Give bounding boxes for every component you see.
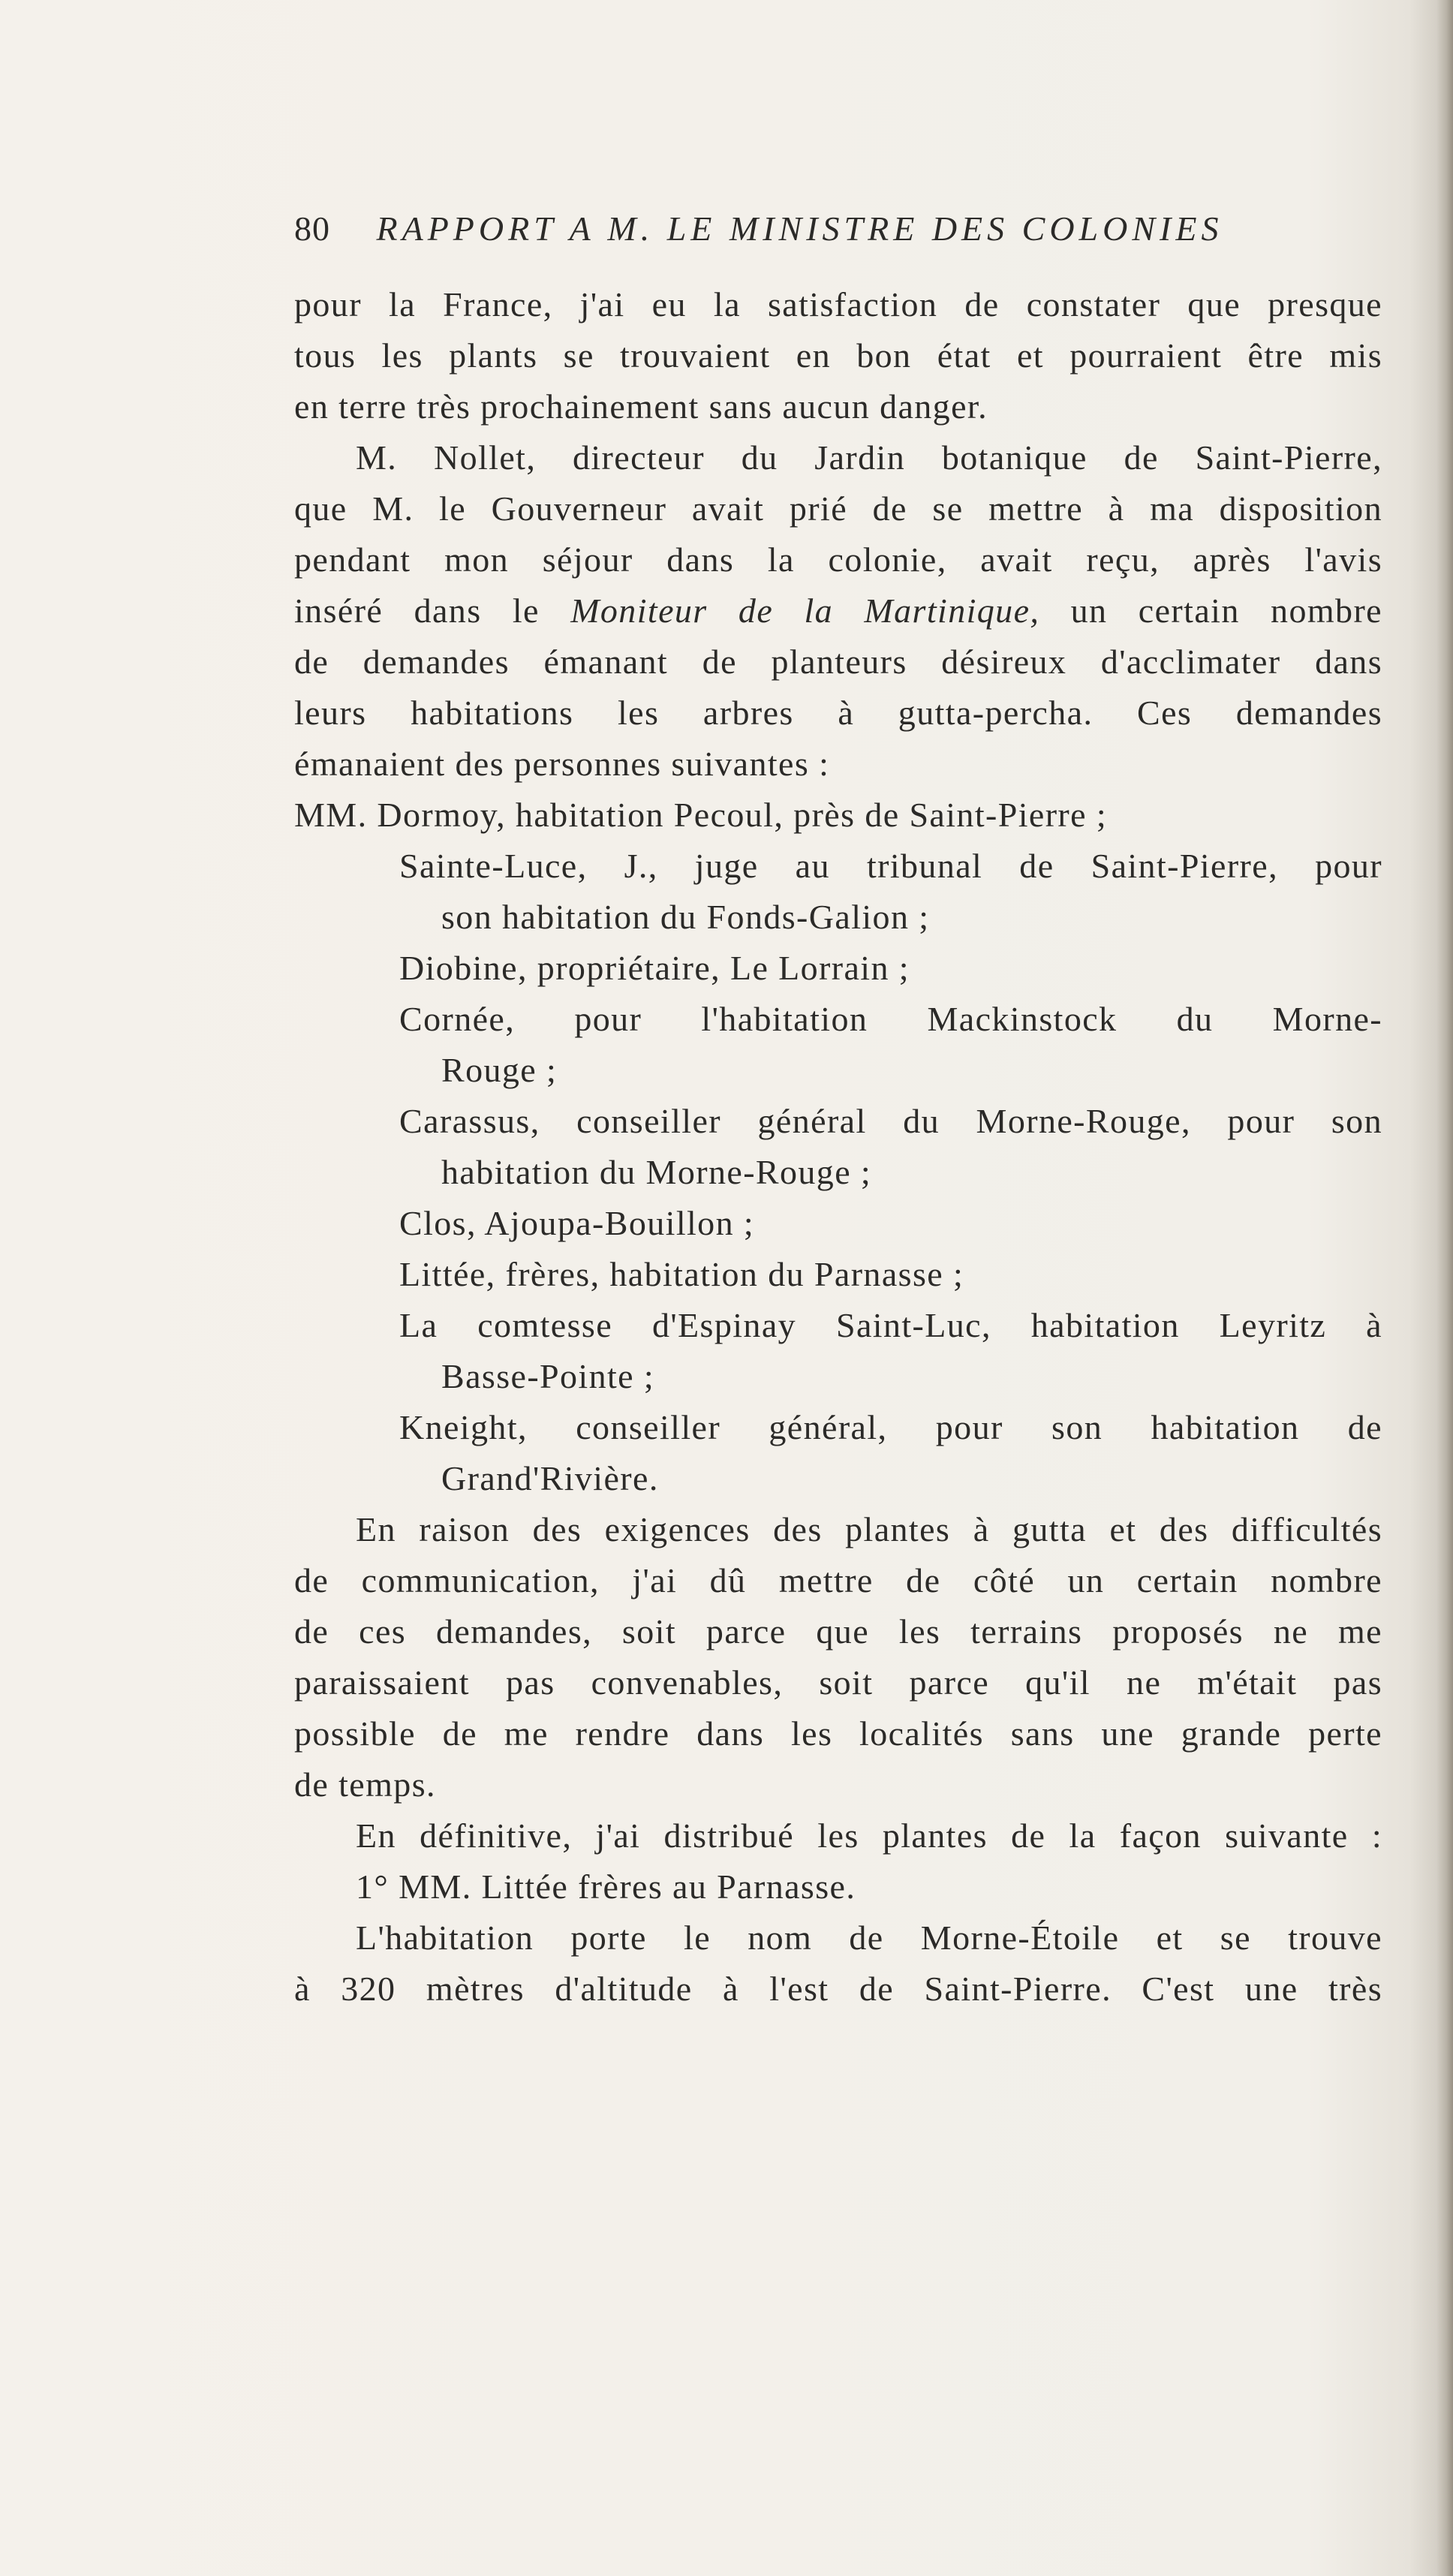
text-line: à 320 mètres d'altitude à l'est de Saint-Pierre. C'est une très	[294, 1970, 1382, 2008]
text-line: Diobine, propriétaire, Le Lorrain ;	[399, 949, 910, 987]
text-segment: inséré dans le	[294, 591, 571, 630]
text-line: Sainte-Luce, J., juge au tribunal de Saint-Pierre, pour	[399, 847, 1382, 885]
text-line: Rouge ;	[441, 1051, 558, 1089]
text-line: L'habitation porte le nom de Morne-Étoile et se trouve	[356, 1918, 1382, 1957]
text-line: leurs habitations les arbres à gutta-percha. Ces demandes	[294, 694, 1382, 732]
text-line: En raison des exigences des plantes à gutta et des difficultés	[356, 1510, 1382, 1548]
text-line: En définitive, j'ai distribué les plantes de la façon suivante :	[356, 1816, 1382, 1855]
text-line: MM. Dormoy, habitation Pecoul, près de Saint-Pierre ;	[294, 796, 1108, 834]
text-line: Kneight, conseiller général, pour son habitation de	[399, 1408, 1382, 1446]
text-line: habitation du Morne-Rouge ;	[441, 1153, 872, 1191]
text-line: Littée, frères, habitation du Parnasse ;	[399, 1255, 964, 1293]
text-line: pour la France, j'ai eu la satisfaction de constater que presque	[294, 285, 1382, 324]
text-line: émanaient des personnes suivantes :	[294, 745, 830, 783]
text-line	[294, 585, 1382, 636]
text-line: Cornée, pour l'habitation Mackinstock du Morne-	[399, 1000, 1382, 1038]
text-line: Carassus, conseiller général du Morne-Rouge, pour son	[399, 1102, 1382, 1140]
text-line: de communication, j'ai dû mettre de côté un certain nombre	[294, 1561, 1382, 1599]
text-line: son habitation du Fonds-Galion ;	[441, 898, 930, 936]
text-line: 1° MM. Littée frères au Parnasse.	[356, 1867, 856, 1906]
body-text	[294, 279, 1382, 2015]
page-header	[294, 209, 1382, 254]
text-line: possible de me rendre dans les localités sans une grande perte	[294, 1714, 1382, 1753]
text-line: tous les plants se trouvaient en bon état et pourraient être mis	[294, 336, 1382, 375]
text-line: M. Nollet, directeur du Jardin botanique de Saint-Pierre,	[356, 438, 1382, 477]
text-line: Grand'Rivière.	[441, 1459, 659, 1497]
text-line: que M. le Gouverneur avait prié de se mettre à ma disposition	[294, 489, 1382, 528]
text-segment: un certain nombre	[1039, 591, 1382, 630]
running-title: RAPPORT A M. LE MINISTRE DES COLONIES	[376, 209, 1223, 248]
page-edge-shadow	[1436, 0, 1453, 2576]
text-line: Basse-Pointe ;	[441, 1357, 655, 1395]
text-line: de demandes émanant de planteurs désireux d'acclimater dans	[294, 642, 1382, 681]
text-line: de ces demandes, soit parce que les terrains proposés ne me	[294, 1612, 1382, 1651]
italic-title: Moniteur de la Martinique,	[570, 591, 1040, 630]
text-line: La comtesse d'Espinay Saint-Luc, habitation Leyritz à	[399, 1306, 1382, 1344]
text-line: de temps.	[294, 1765, 436, 1804]
text-line: en terre très prochainement sans aucun danger.	[294, 387, 988, 426]
text-line: paraissaient pas convenables, soit parce qu'il ne m'était pas	[294, 1663, 1382, 1702]
page-number: 80	[294, 209, 330, 248]
text-line: Clos, Ajoupa-Bouillon ;	[399, 1204, 755, 1242]
text-line: pendant mon séjour dans la colonie, avait reçu, après l'avis	[294, 540, 1382, 579]
